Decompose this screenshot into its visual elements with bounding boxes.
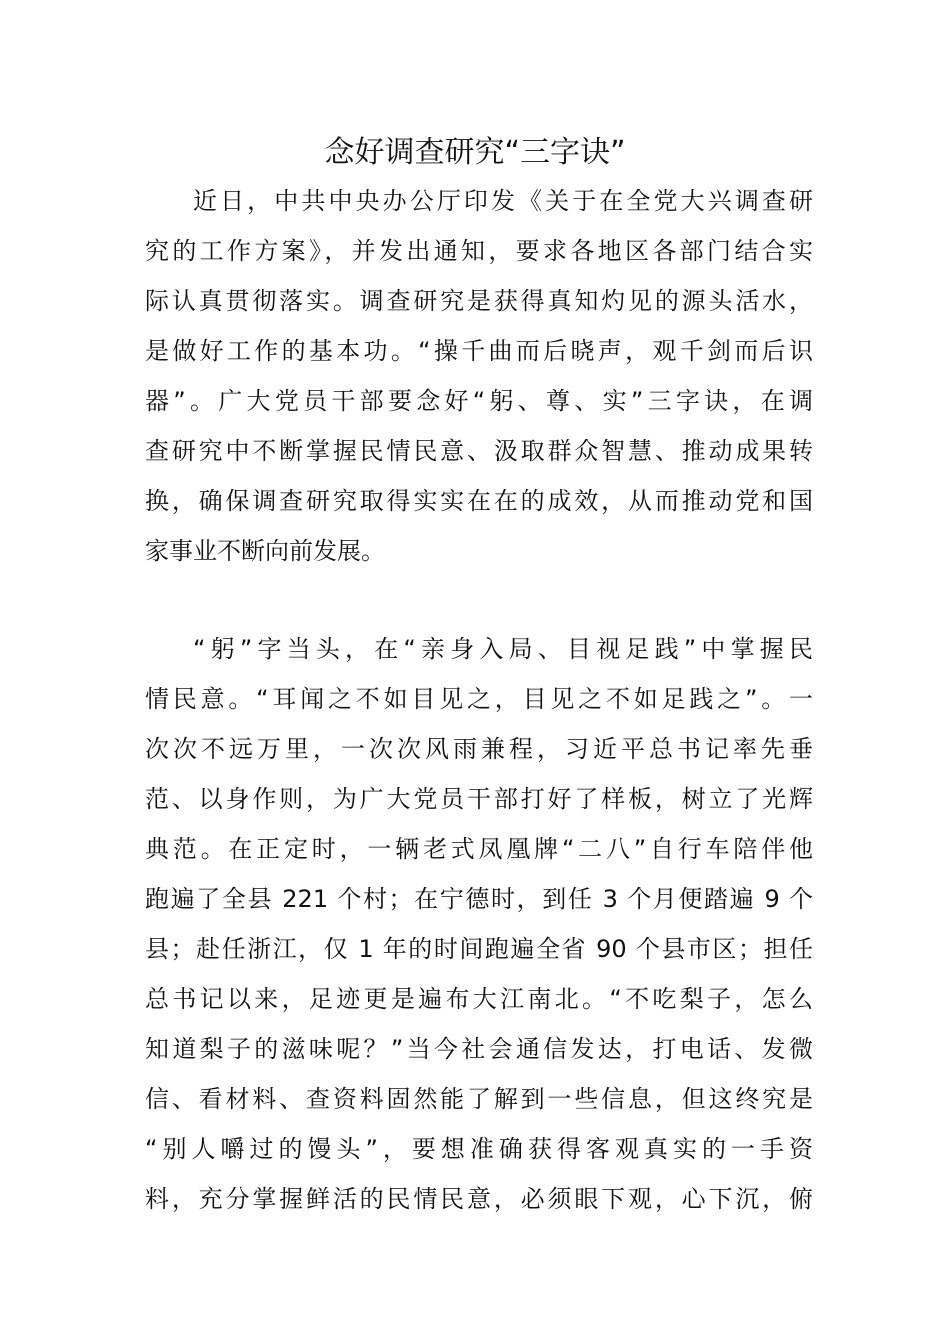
paragraph-gong [145, 624, 813, 1224]
paragraph-line: 跑遍了全县 221 个村；在宁德时，到任 3 个月便踏遍 9 个 [145, 885, 813, 913]
paragraph-line: “躬”字当头，在“亲身入局、目视足践”中掌握民 [193, 635, 813, 663]
paragraph-line: 总书记以来，足迹更是遍布大江南北。“不吃梨子，怎么 [145, 985, 813, 1013]
paragraph-line: 情民意。“耳闻之不如目见之，目见之不如足践之”。一 [145, 685, 813, 713]
paragraph-line: 是做好工作的基本功。“操千曲而后晓声，观千剑而后识 [145, 337, 813, 365]
paragraph-line: “别人嚼过的馒头”，要想准确获得客观真实的一手资 [145, 1135, 813, 1163]
paragraph-intro [145, 176, 813, 576]
paragraph-line: 次次不远万里，一次次风雨兼程，习近平总书记率先垂 [145, 735, 813, 763]
paragraph-line: 际认真贯彻落实。调查研究是获得真知灼见的源头活水， [145, 287, 813, 315]
paragraph-line: 家事业不断向前发展。 [145, 537, 385, 565]
paragraph-line: 范、以身作则，为广大党员干部打好了样板，树立了光辉 [145, 785, 813, 813]
paragraph-line: 近日，中共中央办公厅印发《关于在全党大兴调查研 [193, 187, 813, 215]
paragraph-line: 县；赴任浙江，仅 1 年的时间跑遍全省 90 个县市区；担任 [145, 935, 813, 963]
paragraph-line: 料，充分掌握鲜活的民情民意，必须眼下观，心下沉，俯 [145, 1185, 813, 1213]
paragraph-line: 器”。广大党员干部要念好“躬、尊、实”三字诀，在调 [145, 387, 813, 415]
paragraph-line: 信、看材料、查资料固然能了解到一些信息，但这终究是 [145, 1085, 813, 1113]
paragraph-line: 换，确保调查研究取得实实在在的成效，从而推动党和国 [145, 487, 813, 515]
paragraph-line: 究的工作方案》，并发出通知，要求各地区各部门结合实 [145, 237, 813, 265]
document-title: 念好调查研究“三字诀” [324, 135, 626, 170]
paragraph-line: 知道梨子的滋味呢？”当今社会通信发达，打电话、发微 [145, 1035, 813, 1063]
paragraph-line: 典范。在正定时，一辆老式凤凰牌“二八”自行车陪伴他 [145, 835, 813, 863]
paragraph-line: 查研究中不断掌握民情民意、汲取群众智慧、推动成果转 [145, 437, 813, 465]
